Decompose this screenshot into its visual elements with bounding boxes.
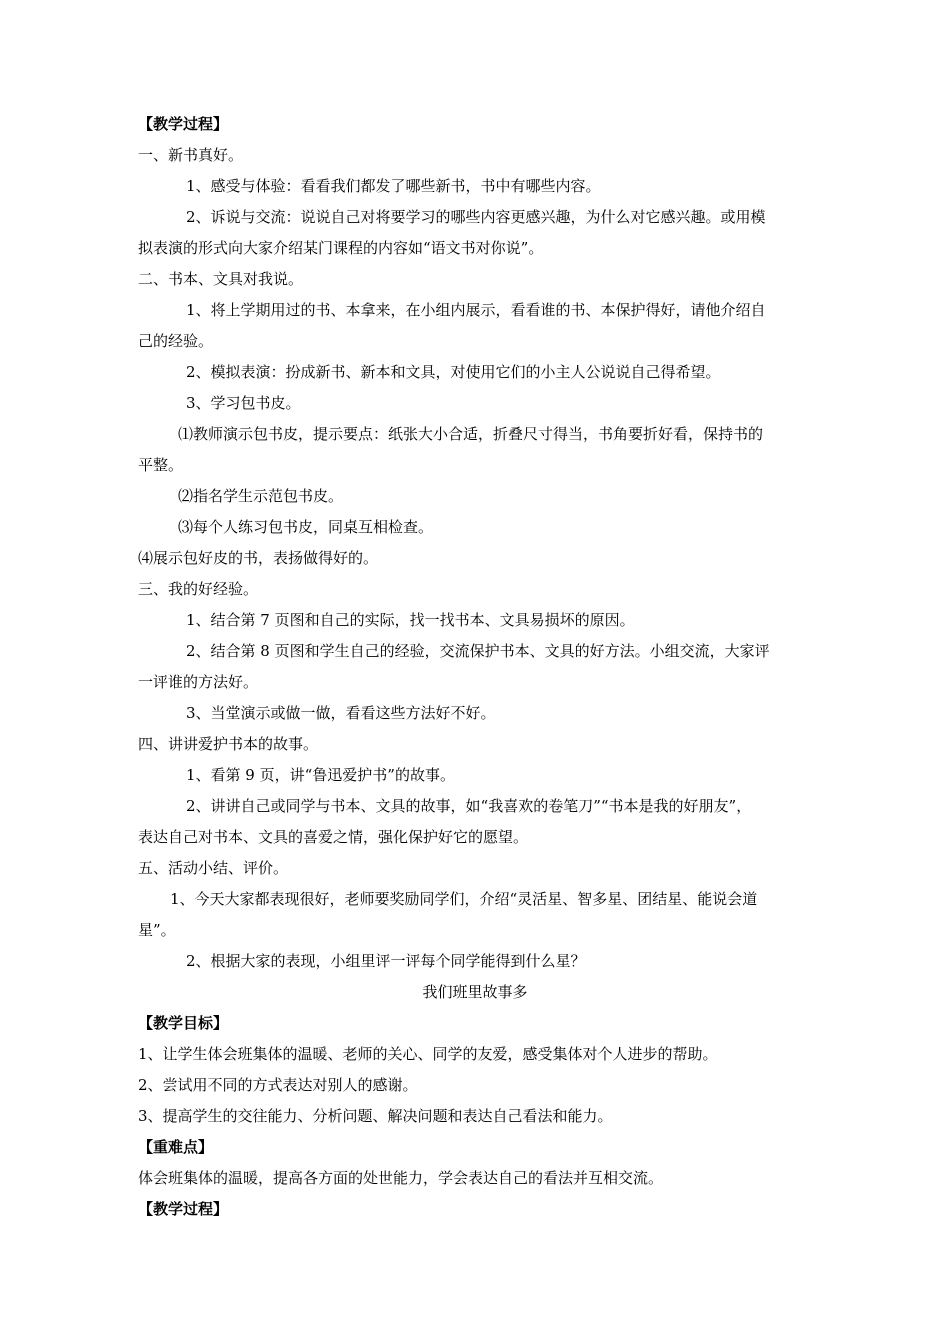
paragraph: 1、将上学期用过的书、本拿来，在小组内展示，看看谁的书、本保护得好，请他介绍自 xyxy=(186,301,766,319)
part-heading: 三、我的好经验。 xyxy=(138,580,259,598)
paragraph: 1、感受与体验：看看我们都发了哪些新书，书中有哪些内容。 xyxy=(186,177,601,195)
paragraph: 1、结合第 7 页图和自己的实际，找一找书本、文具易损坏的原因。 xyxy=(186,611,635,629)
part-heading: 五、活动小结、评价。 xyxy=(138,859,289,877)
section-heading: 【教学过程】 xyxy=(138,1200,229,1218)
paragraph-continuation: 己的经验。 xyxy=(138,332,214,350)
paragraph: 2、尝试用不同的方式表达对别人的感谢。 xyxy=(138,1076,418,1094)
paragraph-continuation: 星”。 xyxy=(138,921,176,939)
paragraph-continuation: 拟表演的形式向大家介绍某门课程的内容如“语文书对你说”。 xyxy=(138,239,544,257)
paragraph: 2、讲讲自己或同学与书本、文具的故事，如“我喜欢的卷笔刀”“书本是我的好朋友”， xyxy=(186,797,752,815)
paragraph-continuation: 一评谁的方法好。 xyxy=(138,673,259,691)
part-heading: 二、书本、文具对我说。 xyxy=(138,270,304,288)
paragraph: ⑷展示包好皮的书，表扬做得好的。 xyxy=(138,549,379,567)
paragraph: 体会班集体的温暖，提高各方面的处世能力，学会表达自己的看法并互相交流。 xyxy=(138,1169,664,1187)
paragraph: 1、今天大家都表现很好，老师要奖励同学们，介绍“灵活星、智多星、团结星、能说会道 xyxy=(170,890,758,908)
paragraph: 2、诉说与交流：说说自己对将要学习的哪些内容更感兴趣，为什么对它感兴趣。或用模 xyxy=(186,208,766,226)
paragraph: 2、结合第 8 页图和学生自己的经验，交流保护书本、文具的好方法。小组交流，大家评 xyxy=(186,642,770,660)
paragraph: ⑴教师演示包书皮，提示要点：纸张大小合适，折叠尺寸得当，书角要折好看，保持书的 xyxy=(178,425,764,443)
paragraph: 1、让学生体会班集体的温暖、老师的关心、同学的友爱，感受集体对个人进步的帮助。 xyxy=(138,1045,718,1063)
section-heading: 【重难点】 xyxy=(138,1138,214,1156)
paragraph: 3、学习包书皮。 xyxy=(186,394,301,412)
paragraph: 1、看第 9 页，讲“鲁迅爱护书”的故事。 xyxy=(186,766,455,784)
paragraph: 2、模拟表演：扮成新书、新本和文具，对使用它们的小主人公说说自己得希望。 xyxy=(186,363,721,381)
section-heading: 【教学目标】 xyxy=(138,1014,229,1032)
paragraph: 3、提高学生的交往能力、分析问题、解决问题和表达自己看法和能力。 xyxy=(138,1107,613,1125)
part-heading: 四、讲讲爱护书本的故事。 xyxy=(138,735,319,753)
paragraph: 2、根据大家的表现，小组里评一评每个同学能得到什么星？ xyxy=(186,952,586,970)
lesson-title: 我们班里故事多 xyxy=(422,983,528,1001)
paragraph: ⑶每个人练习包书皮，同桌互相检查。 xyxy=(178,518,434,536)
paragraph: ⑵指名学生示范包书皮。 xyxy=(178,487,344,505)
part-heading: 一、新书真好。 xyxy=(138,146,244,164)
section-heading: 【教学过程】 xyxy=(138,115,229,133)
paragraph: 3、当堂演示或做一做，看看这些方法好不好。 xyxy=(186,704,496,722)
paragraph-continuation: 表达自己对书本、文具的喜爱之情，强化保护好它的愿望。 xyxy=(138,828,529,846)
paragraph-continuation: 平整。 xyxy=(138,456,184,474)
